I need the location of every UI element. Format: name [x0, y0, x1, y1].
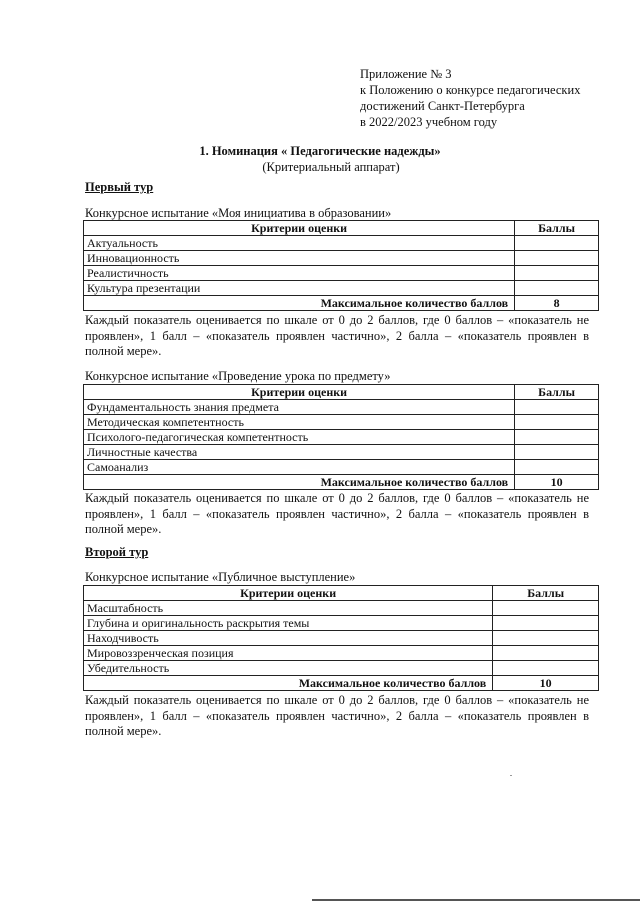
table-row — [84, 601, 599, 616]
column-header-score: Баллы — [515, 385, 599, 400]
criterion-name: Находчивость — [84, 631, 493, 646]
score-cell — [515, 236, 599, 251]
score-cell — [515, 400, 599, 415]
round1-test2-table — [83, 384, 599, 490]
round1-test1-table — [83, 220, 599, 311]
score-cell — [515, 281, 599, 296]
max-score-label: Максимальное количество баллов — [84, 676, 493, 691]
score-cell — [515, 460, 599, 475]
scan-edge-line — [312, 899, 640, 901]
appendix-number: Приложение № 3 — [360, 67, 452, 81]
table-row — [84, 460, 599, 475]
criterion-name: Инновационность — [84, 251, 515, 266]
column-header-score: Баллы — [493, 586, 599, 601]
criterion-name: Методическая компетентность — [84, 415, 515, 430]
criterion-name: Психолого-педагогическая компетентность — [84, 430, 515, 445]
scan-speck — [510, 775, 512, 776]
max-score-value: 8 — [515, 296, 599, 311]
max-score-value: 10 — [515, 475, 599, 490]
score-cell — [515, 415, 599, 430]
table-row — [84, 661, 599, 676]
criterion-name: Убедительность — [84, 661, 493, 676]
nomination-title: 1. Номинация « Педагогические надежды» — [199, 144, 441, 158]
table-row — [84, 430, 599, 445]
column-header-criteria: Критерии оценки — [84, 586, 493, 601]
criterion-name: Масштабность — [84, 601, 493, 616]
score-cell — [515, 251, 599, 266]
table-row — [84, 616, 599, 631]
score-cell — [493, 601, 599, 616]
table-row — [84, 646, 599, 661]
round1-test2-note: Каждый показатель оценивается по шкале от 0 до 2 баллов, где 0 баллов – «показатель не проявлен», 1 балл – «показатель проявлен частично», 2 балла – «показатель проявлен в полной мере». — [85, 491, 589, 536]
max-score-label: Максимальное количество баллов — [84, 296, 515, 311]
score-cell — [493, 646, 599, 661]
nomination-subtitle: (Критериальный аппарат) — [262, 160, 400, 174]
score-cell — [493, 616, 599, 631]
appendix-regulation: к Положению о конкурсе педагогических — [360, 83, 581, 97]
round2-test1-table — [83, 585, 599, 691]
table-row — [84, 281, 599, 296]
table-header-row — [84, 385, 599, 400]
round2-title: Второй тур — [85, 545, 149, 559]
table-max-row — [84, 676, 599, 691]
table-row — [84, 400, 599, 415]
table-row — [84, 236, 599, 251]
table-header-row — [84, 586, 599, 601]
score-cell — [493, 631, 599, 646]
table-row — [84, 445, 599, 460]
max-score-label: Максимальное количество баллов — [84, 475, 515, 490]
table-header-row — [84, 221, 599, 236]
column-header-criteria: Критерии оценки — [84, 385, 515, 400]
round1-test1-caption: Конкурсное испытание «Моя инициатива в образовании» — [85, 206, 392, 220]
table-row — [84, 415, 599, 430]
round1-title: Первый тур — [85, 180, 154, 194]
criterion-name: Фундаментальность знания предмета — [84, 400, 515, 415]
table-max-row — [84, 296, 599, 311]
round2-test1-note: Каждый показатель оценивается по шкале от 0 до 2 баллов, где 0 баллов – «показатель не проявлен», 1 балл – «показатель проявлен частично», 2 балла – «показатель проявлен в полной мере». — [85, 693, 589, 738]
appendix-year: в 2022/2023 учебном году — [360, 115, 498, 129]
criterion-name: Глубина и оригинальность раскрытия темы — [84, 616, 493, 631]
criterion-name: Личностные качества — [84, 445, 515, 460]
max-score-value: 10 — [493, 676, 599, 691]
round1-test1-note: Каждый показатель оценивается по шкале от 0 до 2 баллов, где 0 баллов – «показатель не проявлен», 1 балл – «показатель проявлен частично», 2 балла – «показатель проявлен в полной мере». — [85, 313, 589, 358]
table-max-row — [84, 475, 599, 490]
table-row — [84, 251, 599, 266]
score-cell — [515, 445, 599, 460]
criterion-name: Культура презентации — [84, 281, 515, 296]
appendix-city: достижений Санкт-Петербурга — [360, 99, 525, 113]
criterion-name: Мировоззренческая позиция — [84, 646, 493, 661]
table-row — [84, 266, 599, 281]
criterion-name: Самоанализ — [84, 460, 515, 475]
score-cell — [493, 661, 599, 676]
criterion-name: Реалистичность — [84, 266, 515, 281]
round1-test2-caption: Конкурсное испытание «Проведение урока по предмету» — [85, 369, 391, 383]
criterion-name: Актуальность — [84, 236, 515, 251]
round2-test1-caption: Конкурсное испытание «Публичное выступление» — [85, 570, 356, 584]
column-header-score: Баллы — [515, 221, 599, 236]
nomination-heading — [0, 143, 640, 175]
appendix-header — [360, 66, 580, 130]
score-cell — [515, 266, 599, 281]
score-cell — [515, 430, 599, 445]
table-row — [84, 631, 599, 646]
column-header-criteria: Критерии оценки — [84, 221, 515, 236]
